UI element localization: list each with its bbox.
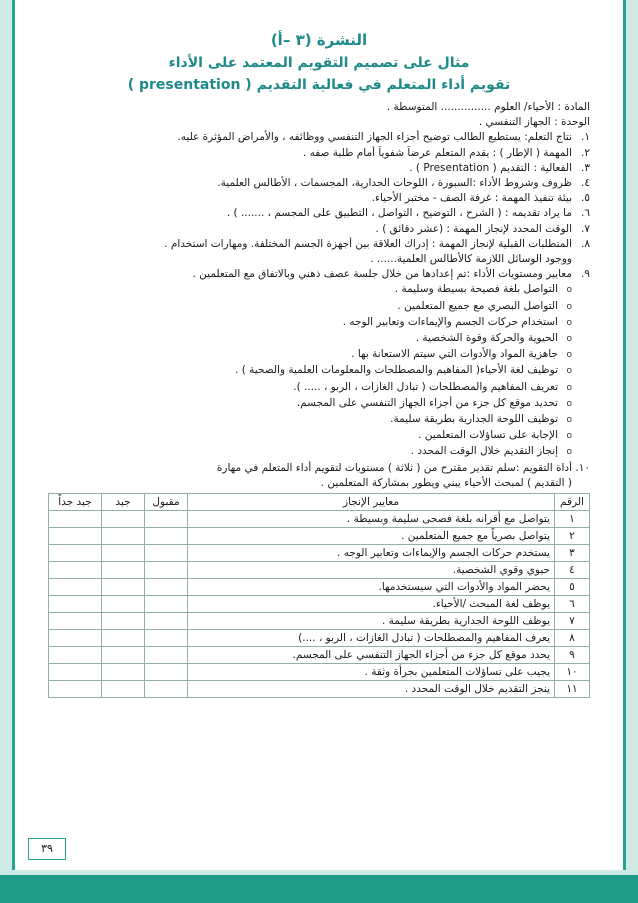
table-row: ٩ يحدد موقع كل جزء من أجزاء الجهاز التنفسي على المجسم. — [49, 647, 590, 664]
subject-line: المادة : الأحياء/ العلوم ............... المتوسطة . — [386, 101, 590, 113]
bullet-item: o استخدام حركات الجسم والإيماءات وتعابير الوجه . — [48, 315, 572, 331]
table-row: ١١ ينجز التقديم خلال الوقت المحدد . — [49, 681, 590, 698]
list-item: ٥.بيئة تنفيذ المهمة : غرفة الصف - مختبر الأحياء. — [371, 192, 590, 205]
list-item: ٢.المهمة ( الإطار ) : يقدم المتعلم عرضاً شفوياً أمام طلبة صفه . — [302, 146, 590, 159]
column-header-very-good: جيد جداً — [49, 494, 102, 511]
table-header-row — [49, 494, 590, 511]
list-item: ٧.الوقت المحدد لإنجاز المهمة : (عشر دقائق ) . — [375, 222, 590, 235]
bullet-item: o التواصل البصري مع جميع المتعلمين . — [48, 299, 572, 315]
bullet-item: o الإجابة على تساؤلات المتعلمين . — [48, 428, 572, 444]
unit-line: الوحدة : الجهاز التنفسي . — [478, 116, 590, 129]
bullet-item: o جاهزية المواد والأدوات التي سيتم الاستعانة بها . — [48, 347, 572, 363]
document-page — [48, 28, 590, 698]
page-frame-right — [626, 0, 638, 903]
page-frame-left — [0, 0, 12, 903]
table-row: ٤ حيوي وقوي الشخصية. — [49, 562, 590, 579]
list-item-continuation: ووجود الوسائل اللازمة كالأطالس العلمية...... . — [370, 253, 572, 266]
bullet-item: o إنجاز التقديم خلال الوقت المحدد . — [48, 444, 572, 460]
numbered-items — [48, 130, 590, 282]
column-header-criteria: معايير الإنجاز — [188, 494, 555, 511]
page-frame-right-line — [623, 0, 626, 903]
rating-scale-table — [48, 493, 590, 698]
bullet-item: o توظيف اللوحة الجدارية بطريقة سليمة. — [48, 412, 572, 428]
bullet-item: o توظيف لغة الأحياء( المفاهيم والمصطلحات والمعلومات العلمية والصحية ) . — [48, 363, 572, 379]
page-subtitle-secondary: تقويم أداء المتعلم في فعالية التقديم ( presentation ) — [127, 77, 511, 93]
column-header-number: الرقم — [555, 494, 590, 511]
column-header-acceptable: مقبول — [145, 494, 188, 511]
bullet-item: o التواصل بلغة فصيحة بسيطة وسليمة . — [48, 282, 572, 298]
list-item: ١.نتاج التعلم: يستطيع الطالب توضيح أجزاء الجهاز التنفسي ووظائفه ، والأمراض المؤثرة عليه. — [177, 131, 590, 144]
bullet-item: o الحيوية والحركة وقوة الشخصية . — [48, 331, 572, 347]
table-row: ٦ يوظف لغة المبحث /الأحياء. — [49, 596, 590, 613]
page-frame-left-line — [12, 0, 15, 903]
bullet-item: o تعريف المفاهيم والمصطلحات ( تبادل الغازات ، الربو ، ..... ). — [48, 380, 572, 396]
table-row: ١ يتواصل مع أقرانه بلغة فصحى سليمة وبسيطة . — [49, 511, 590, 528]
list-item: ٦.ما يراد تقديمه : ( الشرح ، التوضيح ، التواصل ، التطبيق على المجسم ، ....... ) . — [226, 207, 590, 220]
list-item-continuation: ( التقديم ) لمبحث الأحياء يبني ويطور بمشاركة المتعلمين . — [320, 476, 572, 489]
criteria-bullets — [48, 282, 590, 460]
list-item: ٤.ظروف وشروط الأداء :السبورة ، اللوحات الجدارية، المجسمات ، الأطالس العلمية. — [217, 177, 590, 190]
footer-band — [0, 875, 638, 903]
list-item: ١٠.أداة التقويم :سلم تقدير مقترح من ( ثلاثة ) مستويات لتقويم أداء المتعلم في مهارة — [216, 461, 590, 474]
table-row: ١٠ يجيب على تساؤلات المتعلمين بجرأة وثقة . — [49, 664, 590, 681]
page-subtitle: مثال على تصميم التقويم المعتمد على الأداء — [168, 55, 470, 71]
table-row: ٣ يستخدم حركات الجسم والإيماءات وتعابير الوجه . — [49, 545, 590, 562]
table-row: ٥ يحضر المواد والأدوات التي سيستخدمها. — [49, 579, 590, 596]
bullet-item: o تحديد موقع كل جزء من أجزاء الجهاز التنفسي على المجسم. — [48, 396, 572, 412]
page-title: النشرة (٣ –أ) — [270, 31, 368, 49]
list-item: ٩.معايير ومستويات الأداء :تم إعدادها من خلال جلسة عصف ذهني وبالاتفاق مع المتعلمين . — [192, 268, 590, 281]
table-row: ٧ يوظف اللوحة الجدارية بطريقة سليمة . — [49, 613, 590, 630]
list-item: ٣.الفعالية : التقديم ( Presentation ) . — [409, 161, 590, 174]
list-item: ٨.المتطلبات القبلية لإنجاز المهمة : إدراك العلاقة بين أجهزة الجسم المختلفة. ومهارات استخدام . — [164, 237, 590, 250]
column-header-good: جيد — [102, 494, 145, 511]
table-row: ٨ يعرف المفاهيم والمصطلحات ( تبادل الغازات ، الربو ، ....) — [49, 630, 590, 647]
page-number: ٣٩ — [28, 838, 66, 860]
table-row: ٢ يتواصل بصرياً مع جميع المتعلمين . — [49, 528, 590, 545]
